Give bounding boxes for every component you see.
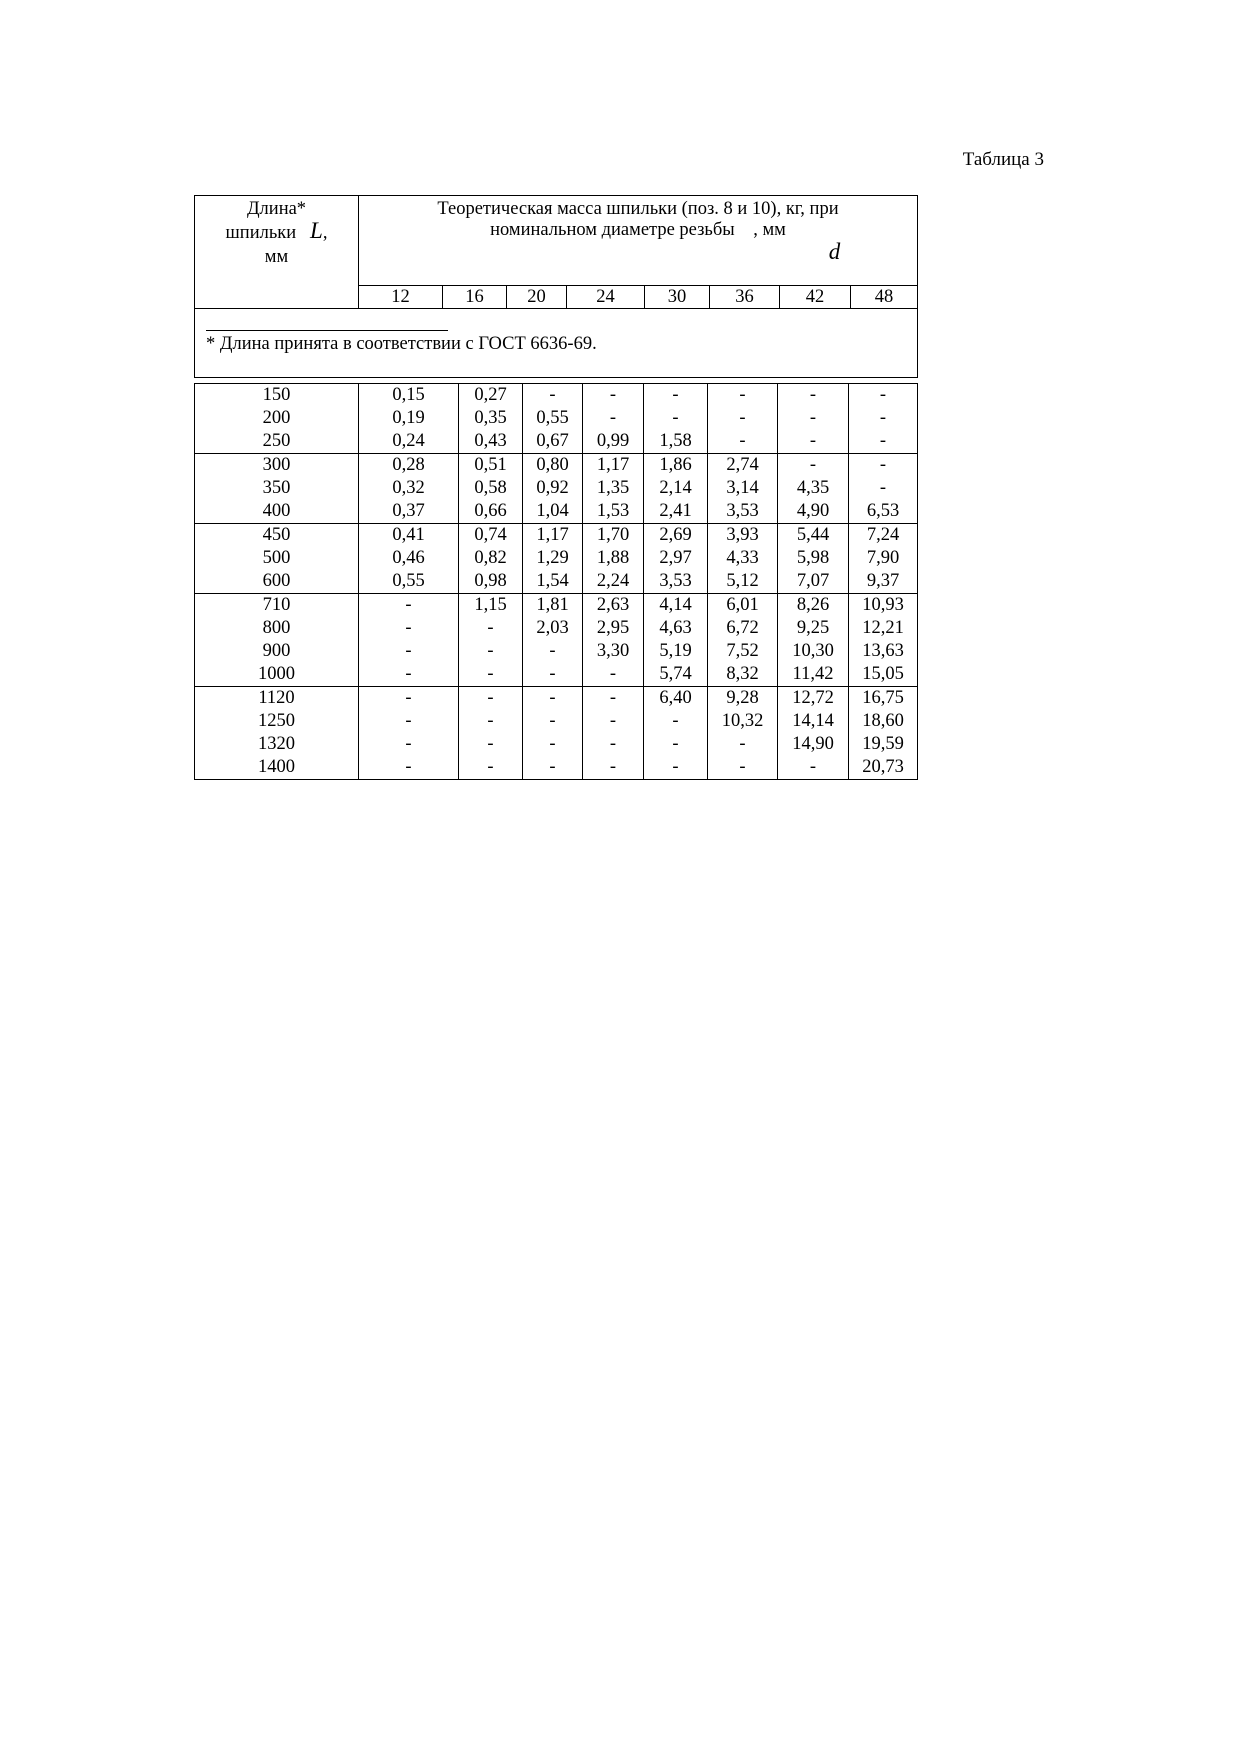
length-cell: 250 xyxy=(195,430,359,454)
length-unit: мм xyxy=(264,247,289,267)
table-row xyxy=(195,663,918,687)
mass-cell: 5,19 xyxy=(644,640,708,663)
mass-cell: 7,90 xyxy=(849,547,918,570)
mass-cell: 3,30 xyxy=(583,640,644,663)
mass-cell: - xyxy=(459,687,523,711)
mass-cell: 2,95 xyxy=(583,617,644,640)
mass-cell: 6,53 xyxy=(849,500,918,524)
mass-cell: - xyxy=(523,733,583,756)
table-header xyxy=(194,195,918,378)
mass-cell: - xyxy=(359,710,459,733)
mass-cell: 0,55 xyxy=(523,407,583,430)
mass-cell: 0,43 xyxy=(459,430,523,454)
length-cell: 500 xyxy=(195,547,359,570)
mass-cell: 1,58 xyxy=(644,430,708,454)
mass-cell: 0,98 xyxy=(459,570,523,594)
mass-cell: 2,69 xyxy=(644,524,708,548)
footnote-text: * Длина принята в соответствии с ГОСТ 6636-69. xyxy=(206,334,597,354)
mass-cell: 4,63 xyxy=(644,617,708,640)
mass-cell: - xyxy=(459,756,523,780)
mass-cell: 12,72 xyxy=(778,687,849,711)
mass-cell: - xyxy=(644,384,708,408)
diameter-cell: 36 xyxy=(710,286,780,309)
length-variable: L xyxy=(310,218,323,243)
mass-cell: 10,93 xyxy=(849,594,918,618)
mass-cell: 0,51 xyxy=(459,454,523,478)
mass-cell: 2,41 xyxy=(644,500,708,524)
mass-cell: 1,86 xyxy=(644,454,708,478)
mass-cell: 19,59 xyxy=(849,733,918,756)
mass-cell: 14,90 xyxy=(778,733,849,756)
mass-cell: 2,24 xyxy=(583,570,644,594)
mass-cell: 7,24 xyxy=(849,524,918,548)
table-row xyxy=(195,500,918,524)
length-header-line1: Длина* xyxy=(246,199,307,219)
table-caption: Таблица 3 xyxy=(962,149,1044,170)
mass-cell: 0,35 xyxy=(459,407,523,430)
mass-cell: 3,93 xyxy=(708,524,778,548)
mass-cell: - xyxy=(523,756,583,780)
mass-header-line1: Теоретическая масса шпильки (поз. 8 и 10), кг, при xyxy=(437,199,839,219)
length-cell: 710 xyxy=(195,594,359,618)
mass-cell: - xyxy=(523,384,583,408)
mass-cell: 1,04 xyxy=(523,500,583,524)
mass-cell: 0,24 xyxy=(359,430,459,454)
mass-cell: 1,17 xyxy=(583,454,644,478)
mass-cell: - xyxy=(644,407,708,430)
mass-cell: 1,15 xyxy=(459,594,523,618)
length-cell: 400 xyxy=(195,500,359,524)
diameter-cell: 30 xyxy=(645,286,710,309)
mass-cell: - xyxy=(849,384,918,408)
mass-cell: 0,19 xyxy=(359,407,459,430)
mass-cell: - xyxy=(849,477,918,500)
mass-cell: - xyxy=(708,384,778,408)
table-row xyxy=(195,756,918,780)
mass-cell: 1,70 xyxy=(583,524,644,548)
mass-cell: - xyxy=(849,407,918,430)
mass-cell: 5,98 xyxy=(778,547,849,570)
mass-cell: - xyxy=(459,710,523,733)
length-cell: 150 xyxy=(195,384,359,408)
mass-cell: 9,28 xyxy=(708,687,778,711)
length-header xyxy=(195,196,359,309)
mass-cell: 1,17 xyxy=(523,524,583,548)
mass-cell: - xyxy=(459,640,523,663)
mass-cell: - xyxy=(644,733,708,756)
mass-cell: - xyxy=(778,384,849,408)
mass-cell: - xyxy=(583,733,644,756)
table-row xyxy=(195,710,918,733)
table-row xyxy=(195,477,918,500)
mass-cell: 1,81 xyxy=(523,594,583,618)
mass-cell: 0,15 xyxy=(359,384,459,408)
length-cell: 800 xyxy=(195,617,359,640)
mass-cell: 3,53 xyxy=(644,570,708,594)
mass-cell: 4,14 xyxy=(644,594,708,618)
mass-cell: 1,29 xyxy=(523,547,583,570)
length-comma: , xyxy=(322,223,328,243)
diameter-cell: 48 xyxy=(851,286,918,309)
length-header-line2: шпильки xyxy=(225,223,297,243)
length-cell: 900 xyxy=(195,640,359,663)
mass-cell: 0,37 xyxy=(359,500,459,524)
mass-cell: 0,41 xyxy=(359,524,459,548)
mass-cell: 4,35 xyxy=(778,477,849,500)
mass-cell: 5,74 xyxy=(644,663,708,687)
mass-cell: 2,03 xyxy=(523,617,583,640)
mass-cell: - xyxy=(583,384,644,408)
mass-cell: - xyxy=(644,710,708,733)
mass-cell: - xyxy=(459,663,523,687)
mass-cell: 8,32 xyxy=(708,663,778,687)
length-cell: 600 xyxy=(195,570,359,594)
mass-cell: 0,27 xyxy=(459,384,523,408)
mass-header-line2: номинальном диаметре резьбы xyxy=(490,220,735,240)
mass-cell: 5,12 xyxy=(708,570,778,594)
mass-cell: 1,54 xyxy=(523,570,583,594)
mass-cell: 0,32 xyxy=(359,477,459,500)
mass-cell: - xyxy=(849,454,918,478)
mass-cell: 6,01 xyxy=(708,594,778,618)
mass-cell: 3,14 xyxy=(708,477,778,500)
mass-cell: 4,90 xyxy=(778,500,849,524)
mass-data-table xyxy=(194,383,918,780)
mass-cell: 0,92 xyxy=(523,477,583,500)
mass-cell: 2,74 xyxy=(708,454,778,478)
mass-cell: - xyxy=(778,756,849,780)
mass-cell: - xyxy=(359,687,459,711)
mass-cell: - xyxy=(778,454,849,478)
mass-cell: - xyxy=(583,756,644,780)
diameter-cell: 20 xyxy=(507,286,567,309)
mass-cell: 1,35 xyxy=(583,477,644,500)
diameter-cell: 42 xyxy=(780,286,851,309)
mass-cell: - xyxy=(359,594,459,618)
table-row xyxy=(195,594,918,618)
mass-cell: 12,21 xyxy=(849,617,918,640)
mass-cell: 0,99 xyxy=(583,430,644,454)
mass-cell: - xyxy=(583,710,644,733)
mass-cell: 8,26 xyxy=(778,594,849,618)
mass-cell: 18,60 xyxy=(849,710,918,733)
mass-cell: 0,82 xyxy=(459,547,523,570)
mass-cell: 0,58 xyxy=(459,477,523,500)
mass-cell: - xyxy=(359,617,459,640)
mass-cell: - xyxy=(523,710,583,733)
table-row xyxy=(195,617,918,640)
mass-cell: 9,25 xyxy=(778,617,849,640)
table-row xyxy=(195,454,918,478)
mass-cell: 7,52 xyxy=(708,640,778,663)
mass-cell: - xyxy=(459,617,523,640)
mass-cell: - xyxy=(359,640,459,663)
mass-cell: 9,37 xyxy=(849,570,918,594)
footnote-divider xyxy=(206,320,448,331)
mass-cell: - xyxy=(523,640,583,663)
table-row xyxy=(195,524,918,548)
mass-cell: 6,40 xyxy=(644,687,708,711)
mass-cell: 15,05 xyxy=(849,663,918,687)
mass-cell: - xyxy=(583,687,644,711)
mass-cell: 10,30 xyxy=(778,640,849,663)
length-cell: 300 xyxy=(195,454,359,478)
mass-cell: - xyxy=(359,733,459,756)
length-cell: 1320 xyxy=(195,733,359,756)
mass-cell: 2,14 xyxy=(644,477,708,500)
table-row xyxy=(195,570,918,594)
mass-cell: - xyxy=(778,430,849,454)
diameter-cell: 16 xyxy=(443,286,507,309)
diameter-cell: 12 xyxy=(359,286,443,309)
length-cell: 1250 xyxy=(195,710,359,733)
mass-cell: - xyxy=(644,756,708,780)
length-cell: 1400 xyxy=(195,756,359,780)
table-row xyxy=(195,640,918,663)
mass-cell: 14,14 xyxy=(778,710,849,733)
mass-cell: 0,67 xyxy=(523,430,583,454)
mass-cell: - xyxy=(459,733,523,756)
mass-cell: 3,53 xyxy=(708,500,778,524)
table-row xyxy=(195,407,918,430)
mass-cell: 2,63 xyxy=(583,594,644,618)
mass-cell: 20,73 xyxy=(849,756,918,780)
mass-cell: 0,74 xyxy=(459,524,523,548)
mass-cell: - xyxy=(849,430,918,454)
footnote-cell xyxy=(195,309,918,378)
length-cell: 1120 xyxy=(195,687,359,711)
length-cell: 450 xyxy=(195,524,359,548)
mass-cell: 0,55 xyxy=(359,570,459,594)
table-row xyxy=(195,547,918,570)
mass-cell: 10,32 xyxy=(708,710,778,733)
mass-cell: - xyxy=(583,407,644,430)
mass-cell: - xyxy=(778,407,849,430)
mass-cell: - xyxy=(523,687,583,711)
mass-cell: - xyxy=(359,756,459,780)
mass-cell: 0,46 xyxy=(359,547,459,570)
length-cell: 1000 xyxy=(195,663,359,687)
mass-cell: 11,42 xyxy=(778,663,849,687)
mass-cell: - xyxy=(708,756,778,780)
mass-header xyxy=(359,196,918,286)
mass-cell: - xyxy=(708,430,778,454)
diameter-cell: 24 xyxy=(567,286,645,309)
table-row xyxy=(195,384,918,408)
table-row xyxy=(195,687,918,711)
mass-cell: 6,72 xyxy=(708,617,778,640)
table-row xyxy=(195,430,918,454)
mass-unit: , мм xyxy=(753,220,786,240)
mass-cell: 5,44 xyxy=(778,524,849,548)
length-cell: 200 xyxy=(195,407,359,430)
mass-cell: 7,07 xyxy=(778,570,849,594)
mass-cell: 13,63 xyxy=(849,640,918,663)
mass-cell: - xyxy=(523,663,583,687)
mass-cell: - xyxy=(708,407,778,430)
mass-cell: 1,88 xyxy=(583,547,644,570)
mass-cell: 1,53 xyxy=(583,500,644,524)
mass-cell: 4,33 xyxy=(708,547,778,570)
table-row xyxy=(195,733,918,756)
length-cell: 350 xyxy=(195,477,359,500)
mass-cell: 16,75 xyxy=(849,687,918,711)
mass-cell: 2,97 xyxy=(644,547,708,570)
mass-cell: - xyxy=(359,663,459,687)
diameter-variable: d xyxy=(828,239,841,264)
mass-cell: 0,66 xyxy=(459,500,523,524)
mass-cell: 0,80 xyxy=(523,454,583,478)
mass-cell: 0,28 xyxy=(359,454,459,478)
mass-cell: - xyxy=(583,663,644,687)
mass-cell: - xyxy=(708,733,778,756)
